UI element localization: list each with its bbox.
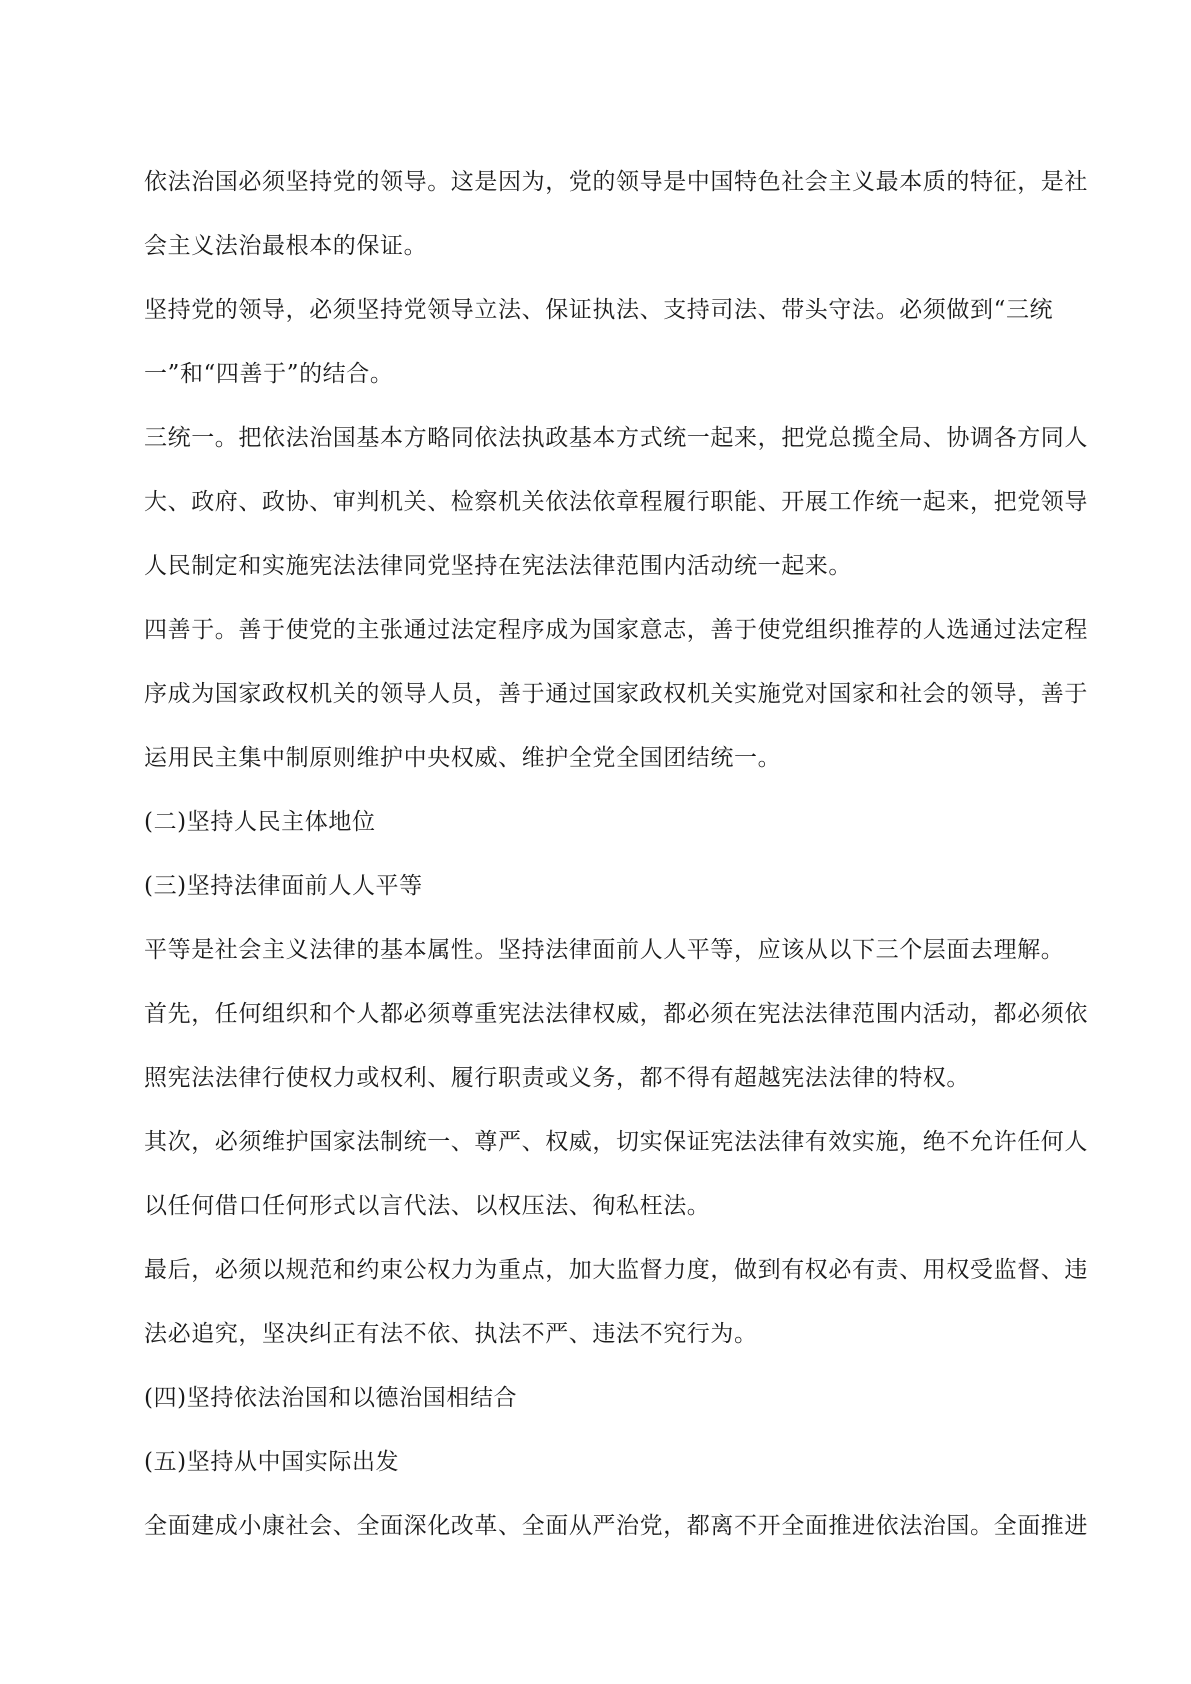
heading-people-subject: (二)坚持人民主体地位 (144, 809, 376, 835)
heading-china-reality: (五)坚持从中国实际出发 (144, 1449, 400, 1475)
paragraph-second: 其次，必须维护国家法制统一、尊严、权威，切实保证宪法法律有效实施，绝不允许任何人以任何借口任何形式以言代法、以权压法、徇私枉法。 (144, 1129, 1088, 1219)
paragraph-comprehensive: 全面建成小康社会、全面深化改革、全面从严治党，都离不开全面推进依法治国。全面推进 (144, 1513, 1088, 1539)
paragraph-four-goodats: 四善于。善于使党的主张通过法定程序成为国家意志，善于使党组织推荐的人选通过法定程序成为国家政权机关的领导人员，善于通过国家政权机关实施党对国家和社会的领导，善于运用民主集中制原则维护中央权威、维护全党全国团结统一。 (144, 617, 1088, 771)
paragraph-three-unities: 三统一。把依法治国基本方略同依法执政基本方式统一起来，把党总揽全局、协调各方同人大、政府、政协、审判机关、检察机关依法依章程履行职能、开展工作统一起来，把党领导人民制定和实施宪法法律同党坚持在宪法法律范围内活动统一起来。 (144, 425, 1088, 579)
heading-law-and-virtue: (四)坚持依法治国和以德治国相结合 (144, 1385, 518, 1411)
document-body (144, 150, 1096, 1558)
paragraph-uphold-leadership: 坚持党的领导，必须坚持党领导立法、保证执法、支持司法、带头守法。必须做到“三统一”和“四善于”的结合。 (144, 297, 1054, 387)
paragraph-equality-intro: 平等是社会主义法律的基本属性。坚持法律面前人人平等，应该从以下三个层面去理解。 (144, 937, 1065, 963)
heading-equality-before-law: (三)坚持法律面前人人平等 (144, 873, 423, 899)
paragraph-party-leadership: 依法治国必须坚持党的领导。这是因为，党的领导是中国特色社会主义最本质的特征，是社会主义法治最根本的保证。 (144, 169, 1088, 259)
paragraph-finally: 最后，必须以规范和约束公权力为重点，加大监督力度，做到有权必有责、用权受监督、违法必追究，坚决纠正有法不依、执法不严、违法不究行为。 (144, 1257, 1088, 1347)
paragraph-first: 首先，任何组织和个人都必须尊重宪法法律权威，都必须在宪法法律范围内活动，都必须依照宪法法律行使权力或权利、履行职责或义务，都不得有超越宪法法律的特权。 (144, 1001, 1088, 1091)
